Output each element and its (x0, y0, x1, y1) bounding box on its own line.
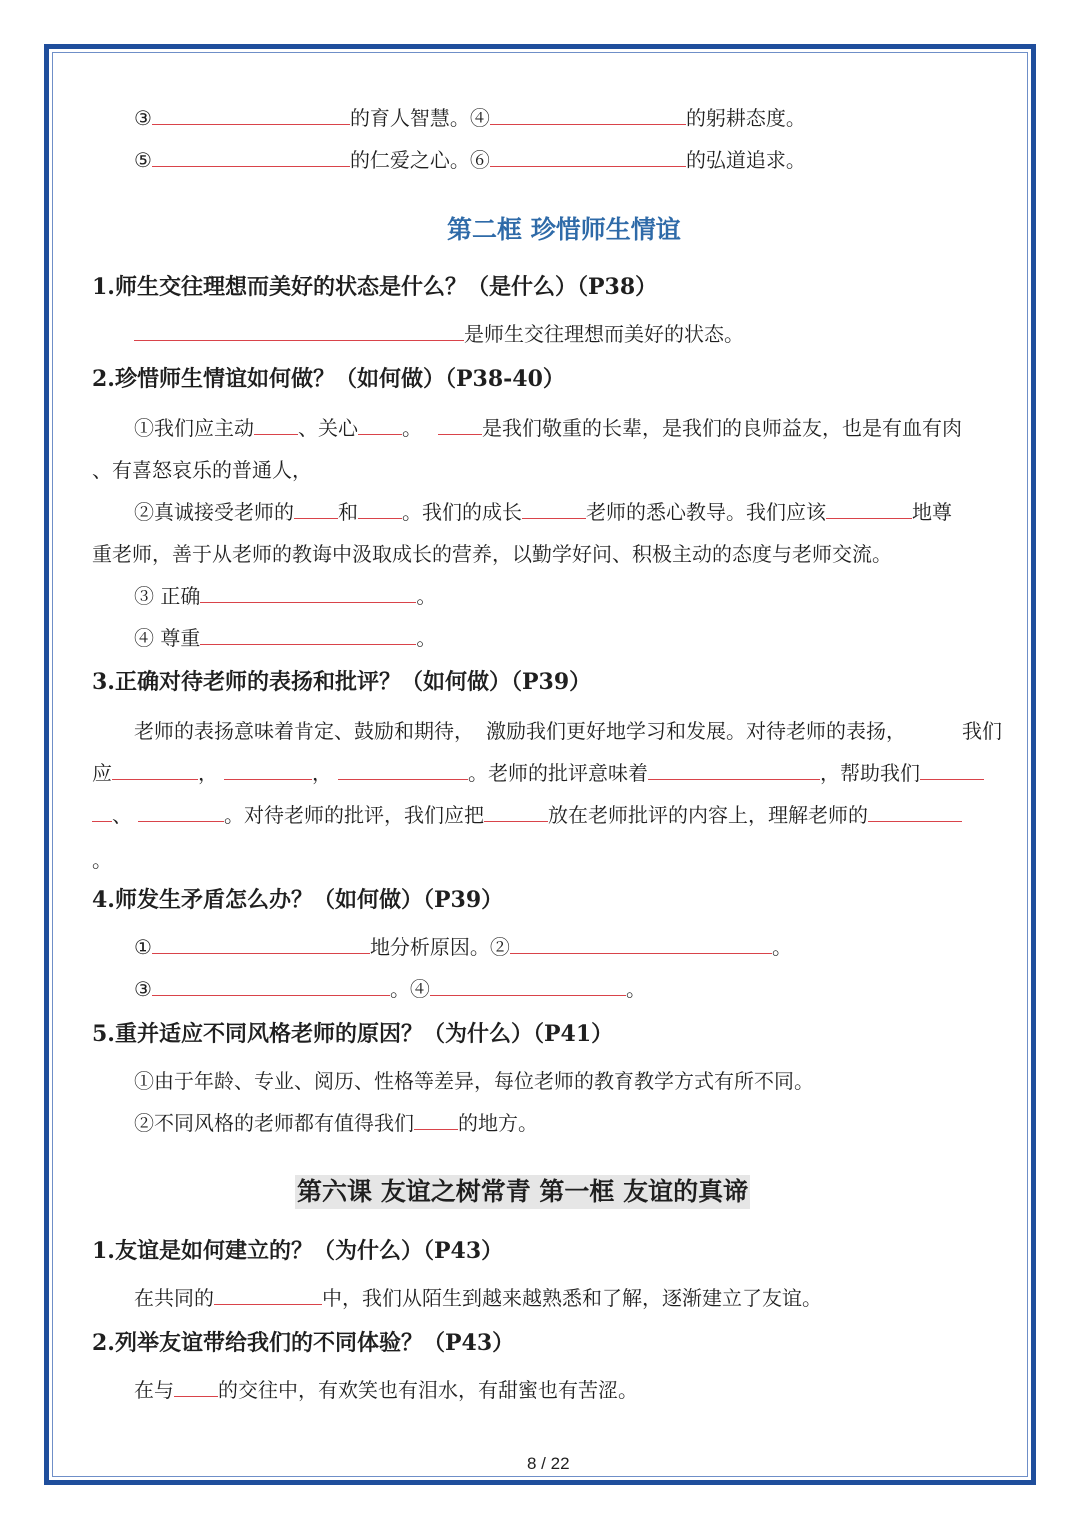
answer-text: ①我们应主动 (134, 416, 254, 440)
answer-line (92, 759, 984, 787)
answer-text: 激励我们更好地学习和发展。对待老师的表扬， (486, 719, 906, 743)
answer-text: ，帮助我们 (820, 761, 920, 785)
blank[interactable] (430, 977, 626, 996)
answer-text: 。老师的批评意味着 (468, 761, 648, 785)
blank[interactable] (868, 803, 962, 822)
answer-text: 中，我们从陌生到越来越熟悉和了解，逐渐建立了友谊。 (322, 1286, 822, 1310)
blank[interactable] (134, 322, 464, 341)
answer-text: 、关心 (298, 416, 358, 440)
answer-line: 我们 (962, 719, 1002, 743)
item-label: ③ (134, 977, 152, 1001)
blank[interactable] (152, 935, 370, 954)
blank[interactable] (920, 761, 984, 780)
answer-text: ④ 尊重 (134, 626, 201, 650)
blank[interactable] (152, 148, 350, 167)
blank[interactable] (152, 106, 350, 125)
answer-text: 地分析原因。② (369, 935, 510, 959)
answer-line (134, 1109, 538, 1137)
question-heading: 3.正确对待老师的表扬和批评？（如何做）（P39） (92, 669, 592, 695)
answer-text: ， (198, 761, 218, 785)
blank[interactable] (414, 1111, 458, 1130)
answer-text: 。 (416, 626, 437, 650)
answer-text: 。 (771, 935, 792, 959)
answer-text: 的交往中，有欢笑也有泪水，有甜蜜也有苦涩。 (218, 1378, 638, 1402)
fill-row-2 (134, 146, 806, 174)
blank[interactable] (214, 1286, 322, 1305)
blank[interactable] (92, 803, 112, 822)
blank[interactable] (522, 500, 586, 519)
answer-line (134, 582, 436, 610)
answer-text: 的地方。 (458, 1111, 538, 1135)
answer-text: 。我们的成长 (402, 500, 522, 524)
answer-line: 。 (92, 848, 112, 872)
blank[interactable] (338, 761, 468, 780)
item-label: ③ (134, 106, 152, 130)
item-text: 的育人智慧。④ (349, 106, 490, 130)
answer-text: 。 (402, 416, 422, 440)
fill-row-1 (134, 104, 806, 132)
question-heading: 1.友谊是如何建立的？（为什么）（P43） (92, 1238, 504, 1264)
question-heading: 1.师生交往理想而美好的状态是什么？（是什么）（P38） (92, 274, 658, 300)
item-text: 的躬耕态度。 (685, 106, 806, 130)
answer-line (134, 717, 906, 745)
answer-text: 老师的表扬意味着肯定、鼓励和期待， (134, 719, 474, 743)
blank[interactable] (438, 416, 482, 435)
blank[interactable] (490, 148, 686, 167)
answer-text: 。对待老师的批评，我们应把 (224, 803, 484, 827)
item-label: ① (134, 935, 152, 959)
answer-text: 地尊 (912, 500, 952, 524)
answer-line (134, 320, 744, 348)
question-heading: 2.珍惜师生情谊如何做？（如何做）（P38-40） (92, 366, 565, 392)
section-title: 第六课 友谊之树常青 第一框 友谊的真谛 (295, 1175, 750, 1209)
answer-text: 在共同的 (134, 1286, 214, 1310)
blank[interactable] (254, 416, 298, 435)
blank[interactable] (510, 935, 772, 954)
answer-line (134, 933, 792, 961)
answer-text: 在与 (134, 1378, 174, 1402)
blank[interactable] (200, 626, 416, 645)
answer-line (134, 624, 436, 652)
question-heading: 2.列举友谊带给我们的不同体验？（P43） (92, 1330, 515, 1356)
item-text: 的弘道追求。 (685, 148, 806, 172)
question-heading: 5.重并适应不同风格老师的原因？（为什么）（P41） (92, 1021, 614, 1047)
answer-text: 是我们敬重的长辈，是我们的良师益友，也是有血有肉 (482, 416, 962, 440)
answer-line (92, 801, 962, 829)
answer-text: 、 (112, 803, 132, 827)
section-title: 第二框 珍惜师生情谊 (447, 215, 681, 244)
answer-line (134, 975, 646, 1003)
blank[interactable] (224, 761, 312, 780)
answer-text: 老师的悉心教导。我们应该 (586, 500, 826, 524)
item-label: ⑤ (134, 148, 152, 172)
answer-line: 重老师，善于从老师的教诲中汲取成长的营养，以勤学好问、积极主动的态度与老师交流。 (92, 542, 892, 566)
blank[interactable] (358, 500, 402, 519)
answer-text: 放在老师批评的内容上，理解老师的 (548, 803, 868, 827)
answer-line (134, 498, 952, 526)
answer-text: 。 (625, 977, 646, 1001)
item-text: 的仁爱之心。⑥ (349, 148, 490, 172)
blank[interactable] (200, 584, 416, 603)
answer-text: 。④ (389, 977, 430, 1001)
blank[interactable] (138, 803, 224, 822)
blank[interactable] (294, 500, 338, 519)
blank[interactable] (112, 761, 198, 780)
answer-text: ③ 正确 (134, 584, 201, 608)
answer-line: 、有喜怒哀乐的普通人， (92, 458, 312, 482)
blank[interactable] (648, 761, 820, 780)
blank[interactable] (490, 106, 686, 125)
blank[interactable] (174, 1378, 218, 1397)
answer-text: ②真诚接受老师的 (134, 500, 294, 524)
page-number: 8 / 22 (527, 1454, 570, 1473)
answer-text: 和 (338, 500, 358, 524)
answer-line (134, 1284, 822, 1312)
blank[interactable] (826, 500, 912, 519)
answer-line (134, 414, 962, 442)
blank[interactable] (358, 416, 402, 435)
answer-line: ①由于年龄、专业、阅历、性格等差异，每位老师的教育教学方式有所不同。 (134, 1069, 814, 1093)
answer-text: ， (312, 761, 332, 785)
answer-text: 应 (92, 761, 112, 785)
blank[interactable] (152, 977, 390, 996)
answer-line (134, 1376, 638, 1404)
answer-text: 是师生交往理想而美好的状态。 (464, 322, 744, 346)
answer-text: 。 (416, 584, 437, 608)
blank[interactable] (484, 803, 548, 822)
question-heading: 4.师发生矛盾怎么办？（如何做）（P39） (92, 887, 504, 913)
answer-text: ②不同风格的老师都有值得我们 (134, 1111, 414, 1135)
